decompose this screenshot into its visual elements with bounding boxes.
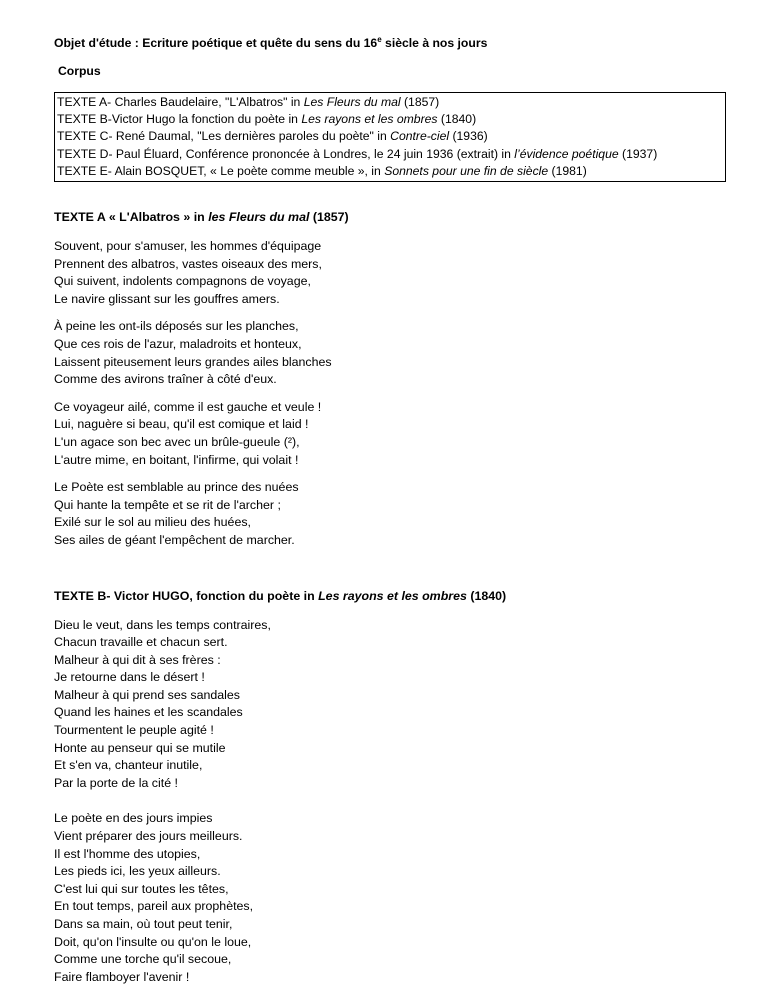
text-b-heading: TEXTE B- Victor HUGO, fonction du poète in Les rayons et les ombres (1840) bbox=[54, 588, 507, 603]
verse-line: Dieu le veut, dans les temps contraires, bbox=[54, 617, 271, 632]
verse-line: Laissent piteusement leurs grandes ailes blanches bbox=[54, 354, 332, 369]
corpus-item: TEXTE C- René Daumal, "Les dernières paroles du poète" in Contre-ciel (1936) bbox=[57, 129, 488, 144]
verse-line: Honte au penseur qui se mutile bbox=[54, 740, 226, 755]
verse-line: Doit, qu'on l'insulte ou qu'on le loue, bbox=[54, 934, 252, 949]
verse-line: Malheur à qui prend ses sandales bbox=[54, 687, 240, 702]
verse-line: Il est l'homme des utopies, bbox=[54, 846, 201, 861]
verse-line: Tourmentent le peuple agité ! bbox=[54, 723, 214, 738]
verse-line: Vient préparer des jours meilleurs. bbox=[54, 829, 243, 844]
document-page bbox=[54, 35, 726, 986]
verse-line: Qui hante la tempête et se rit de l'archer ; bbox=[54, 497, 281, 512]
verse-line: Ce voyageur ailé, comme il est gauche et veule ! bbox=[54, 399, 322, 414]
title-text-end: siècle à nos jours bbox=[381, 36, 488, 50]
text-a-heading: TEXTE A « L'Albatros » in les Fleurs du mal (1857) bbox=[54, 210, 349, 225]
verse-line: L'un agace son bec avec un brûle-gueule (²), bbox=[54, 434, 300, 449]
verse-line: Prennent des albatros, vastes oiseaux des mers, bbox=[54, 256, 322, 271]
title-text: Objet d'étude : Ecriture poétique et quête du sens du 16 bbox=[54, 36, 378, 50]
verse-line: Je retourne dans le désert ! bbox=[54, 670, 205, 685]
verse-line: Exilé sur le sol au milieu des huées, bbox=[54, 515, 251, 530]
verse-line: Le poète en des jours impies bbox=[54, 811, 213, 826]
stanza bbox=[54, 238, 726, 308]
corpus-item: TEXTE E- Alain BOSQUET, « Le poète comme meuble », in Sonnets pour une fin de siècle (1981) bbox=[57, 163, 587, 178]
verse-line: L'autre mime, en boitant, l'infirme, qui volait ! bbox=[54, 452, 299, 467]
corpus-list bbox=[54, 92, 726, 182]
verse-line: Comme une torche qu'il secoue, bbox=[54, 952, 232, 967]
verse-line: C'est lui qui sur toutes les têtes, bbox=[54, 881, 229, 896]
verse-line: Qui suivent, indolents compagnons de voyage, bbox=[54, 274, 311, 289]
stanza bbox=[54, 479, 726, 549]
stanza bbox=[54, 399, 726, 469]
verse-line: Quand les haines et les scandales bbox=[54, 705, 243, 720]
title-superscript: e bbox=[377, 34, 382, 44]
verse-line: Chacun travaille et chacun sert. bbox=[54, 635, 228, 650]
corpus-item: TEXTE B-Victor Hugo la fonction du poète in Les rayons et les ombres (1840) bbox=[57, 112, 477, 127]
stanza bbox=[54, 617, 726, 793]
verse-line: Les pieds ici, les yeux ailleurs. bbox=[54, 864, 221, 879]
verse-line: Que ces rois de l'azur, maladroits et honteux, bbox=[54, 336, 302, 351]
verse-line: Par la porte de la cité ! bbox=[54, 775, 178, 790]
verse-line: Dans sa main, où tout peut tenir, bbox=[54, 917, 233, 932]
verse-line: Malheur à qui dit à ses frères : bbox=[54, 652, 221, 667]
verse-line: En tout temps, pareil aux prophètes, bbox=[54, 899, 254, 914]
verse-line: Le navire glissant sur les gouffres amers. bbox=[54, 291, 280, 306]
verse-line: Ses ailes de géant l'empêchent de marcher. bbox=[54, 532, 295, 547]
corpus-heading: Corpus bbox=[58, 64, 101, 78]
document-title bbox=[54, 35, 726, 52]
verse-line: Et s'en va, chanteur inutile, bbox=[54, 758, 203, 773]
verse-line: Souvent, pour s'amuser, les hommes d'équipage bbox=[54, 239, 322, 254]
stanza bbox=[54, 318, 726, 388]
corpus-item: TEXTE A- Charles Baudelaire, "L'Albatros" in Les Fleurs du mal (1857) bbox=[57, 95, 440, 109]
verse-line: Comme des avirons traîner à côté d'eux. bbox=[54, 372, 277, 387]
stanza bbox=[54, 810, 726, 986]
verse-line: Le Poète est semblable au prince des nuées bbox=[54, 480, 299, 495]
verse-line: Faire flamboyer l'avenir ! bbox=[54, 969, 190, 984]
text-b-section bbox=[54, 588, 726, 987]
verse-line: Lui, naguère si beau, qu'il est comique et laid ! bbox=[54, 417, 309, 432]
corpus-item: TEXTE D- Paul Éluard, Conférence prononcée à Londres, le 24 juin 1936 (extrait) in l’évidence poétique (1937) bbox=[57, 146, 658, 161]
verse-line: À peine les ont-ils déposés sur les planches, bbox=[54, 319, 299, 334]
text-a-section bbox=[54, 209, 726, 550]
